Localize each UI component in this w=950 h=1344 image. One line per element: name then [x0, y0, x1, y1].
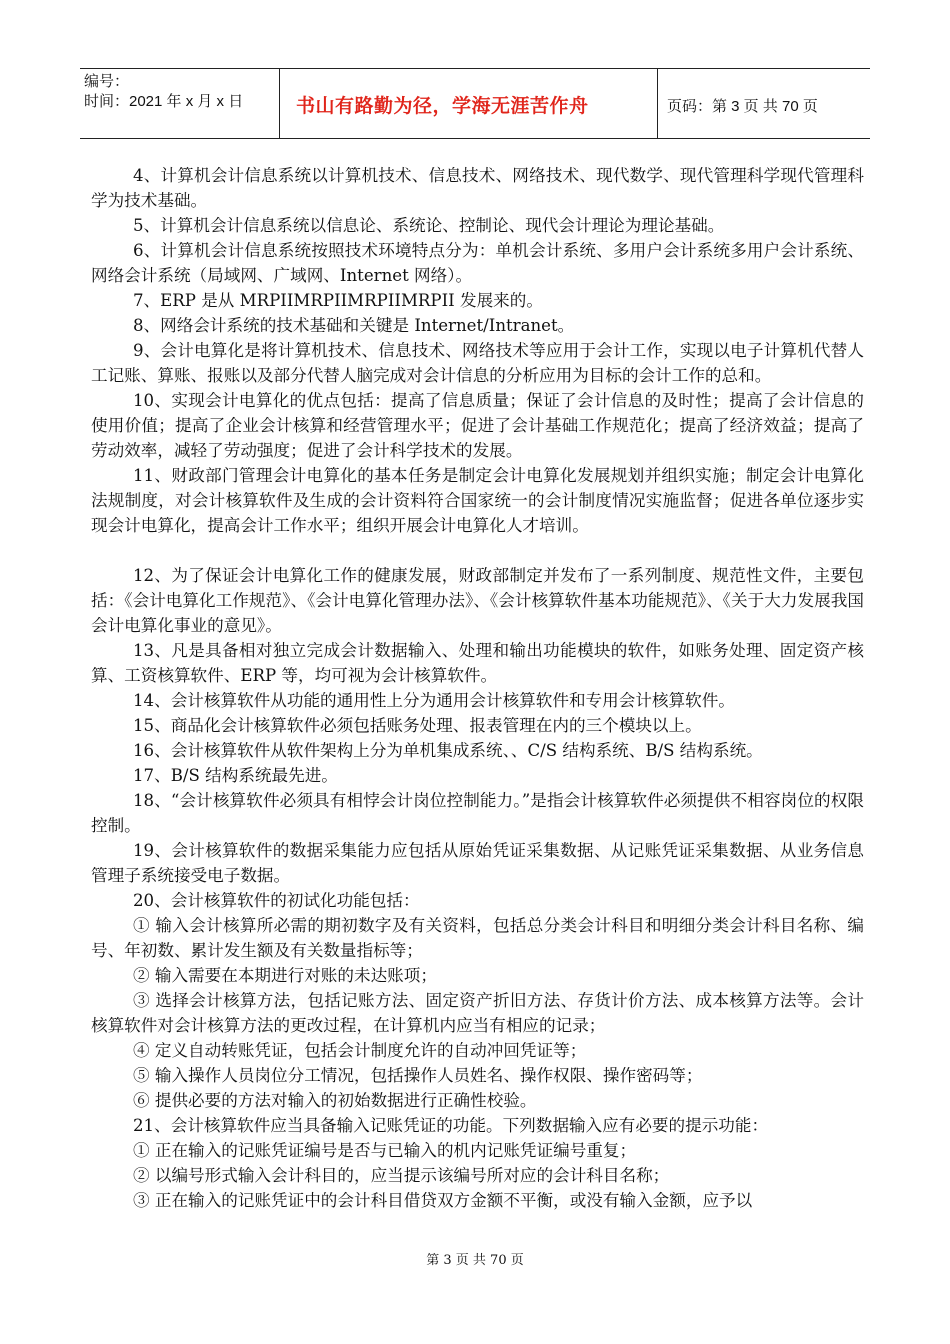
list-item: ① 输入会计核算所必需的期初数字及有关资料，包括总分类会计科目和明细分类会计科目名称、编号、年初数、累计发生额及有关数量指标等；	[91, 916, 864, 960]
header-divider	[657, 69, 658, 138]
paragraph: 21、会计核算软件应当具备输入记账凭证的功能。下列数据输入应有必要的提示功能：	[133, 1116, 769, 1135]
paragraph: 9、会计电算化是将计算机技术、信息技术、网络技术等应用于会计工作，实现以电子计算机代替人工记账、算账、报账以及部分代替人脑完成对会计信息的分析应用为目标的会计工作的总和。	[91, 341, 864, 385]
list-item: ⑥ 提供必要的方法对输入的初始数据进行正确性校验。	[133, 1091, 537, 1110]
paragraph: 14、会计核算软件从功能的通用性上分为通用会计核算软件和专用会计核算软件。	[133, 691, 735, 710]
paragraph: 5、计算机会计信息系统以信息论、系统论、控制论、现代会计理论为理论基础。	[133, 216, 725, 235]
header-divider	[279, 69, 280, 138]
list-item: ③ 正在输入的记账凭证中的会计科目借贷双方金额不平衡，或没有输入金额，应予以	[133, 1191, 753, 1210]
paragraph: 13、凡是具备相对独立完成会计数据输入、处理和输出功能模块的软件，如账务处理、固定资产核算、工资核算软件、ERP 等，均可视为会计核算软件。	[91, 641, 864, 685]
document-number-label: 编号：	[84, 73, 130, 90]
list-item: ② 输入需要在本期进行对账的未达账项；	[133, 966, 437, 985]
document-date-label: 时间：2021 年 x 月 x 日	[84, 93, 244, 110]
paragraph: 16、会计核算软件从软件架构上分为单机集成系统、、C/S 结构系统、B/S 结构系统。	[133, 741, 763, 760]
page-header	[80, 68, 870, 139]
list-item: ② 以编号形式输入会计科目的，应当提示该编号所对应的会计科目名称；	[133, 1166, 670, 1185]
paragraph: 12、为了保证会计电算化工作的健康发展，财政部制定并发布了一系列制度、规范性文件，主要包括：《会计电算化工作规范》、《会计电算化管理办法》、《会计核算软件基本功能规范》、《关于大力发展我国会计电算化事业的意见》。	[91, 566, 864, 635]
paragraph: 7、ERP 是从 MRPIIMRPIIMRPIIMRPII 发展来的。	[133, 291, 543, 310]
paragraph: 15、商品化会计核算软件必须包括账务处理、报表管理在内的三个模块以上。	[133, 716, 702, 735]
paragraph: 8、网络会计系统的技术基础和关键是 Internet/Intranet。	[133, 316, 575, 335]
header-page-number: 页码：第 3 页 共 70 页	[667, 98, 818, 115]
paragraph: 11、财政部门管理会计电算化的基本任务是制定会计电算化发展规划并组织实施；制定会计电算化法规制度，对会计核算软件及生成的会计资料符合国家统一的会计制度情况实施监督；促进各单位逐步实现会计电算化，提高会计工作水平；组织开展会计电算化人才培训。	[91, 466, 864, 535]
paragraph: 20、会计核算软件的初试化功能包括：	[133, 891, 420, 910]
header-motto: 书山有路勤为径，学海无涯苦作舟	[296, 95, 589, 117]
paragraph: 19、会计核算软件的数据采集能力应包括从原始凭证采集数据、从记账凭证采集数据、从业务信息管理子系统接受电子数据。	[91, 841, 864, 885]
paragraph: 17、B/S 结构系统最先进。	[133, 766, 338, 785]
list-item: ④ 定义自动转账凭证，包括会计制度允许的自动冲回凭证等；	[133, 1041, 587, 1060]
list-item: ⑤ 输入操作人员岗位分工情况，包括操作人员姓名、操作权限、操作密码等；	[133, 1066, 703, 1085]
paragraph: 10、实现会计电算化的优点包括：提高了信息质量；保证了会计信息的及时性；提高了会计信息的使用价值；提高了企业会计核算和经营管理水平；促进了会计基础工作规范化；提高了经济效益；提高了劳动效率，减轻了劳动强度；促进了会计科学技术的发展。	[91, 391, 864, 460]
paragraph: 6、计算机会计信息系统按照技术环境特点分为：单机会计系统、多用户会计系统多用户会计系统、网络会计系统（局域网、广域网、Internet 网络）。	[91, 241, 864, 285]
page-footer: 第 3 页 共 70 页	[426, 1253, 524, 1268]
paragraph: 18、“会计核算软件必须具有相悖会计岗位控制能力。”是指会计核算软件必须提供不相容岗位的权限控制。	[91, 791, 864, 835]
list-item: ③ 选择会计核算方法，包括记账方法、固定资产折旧方法、存货计价方法、成本核算方法等。会计核算软件对会计核算方法的更改过程，在计算机内应当有相应的记录；	[91, 991, 864, 1035]
paragraph: 4、计算机会计信息系统以计算机技术、信息技术、网络技术、现代数学、现代管理科学现代管理科学为技术基础。	[91, 166, 864, 210]
document-body	[91, 163, 864, 1213]
list-item: ① 正在输入的记账凭证编号是否与已输入的机内记账凭证编号重复；	[133, 1141, 637, 1160]
